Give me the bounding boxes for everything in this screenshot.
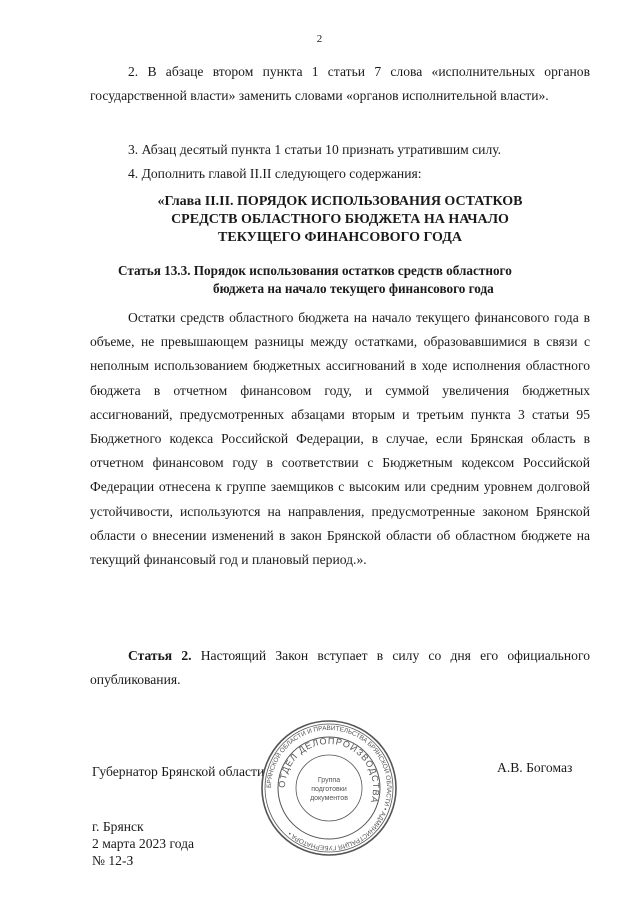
chapter-heading-line1: «Глава II.II. ПОРЯДОК ИСПОЛЬЗОВАНИЯ ОСТАТКОВ bbox=[157, 194, 523, 209]
page-number: 2 bbox=[316, 33, 323, 45]
governor-name: А.В. Богомаз bbox=[497, 760, 573, 775]
article-13-3-title-line1: Статья 13.3. Порядок использования остатков средств областного bbox=[118, 263, 512, 278]
seal-outer-text: БРЯНСКОЙ ОБЛАСТИ И ПРАВИТЕЛЬСТВА БРЯНСКОЙ ОБЛАСТИ • АДМИНИСТРАЦИЯ ГУБЕРНАТОРА • bbox=[265, 724, 393, 852]
chapter-heading-line3: ТЕКУЩЕГО ФИНАНСОВОГО ГОДА bbox=[218, 230, 462, 245]
article-13-3-title-line2: бюджета на начало текущего финансового года bbox=[213, 281, 494, 296]
paragraph-amendment-3: 3. Абзац десятый пункта 1 статьи 10 признать утратившим силу. bbox=[128, 142, 502, 157]
governor-title: Губернатор Брянской области bbox=[92, 764, 265, 779]
article-2-paragraph bbox=[90, 644, 590, 692]
seal-inner-text: ОТДЕЛ ДЕЛОПРОИЗВОДСТВА bbox=[276, 735, 382, 805]
seal-center-line3: документов bbox=[310, 795, 348, 802]
chapter-heading-line2: СРЕДСТВ ОБЛАСТНОГО БЮДЖЕТА НА НАЧАЛО bbox=[171, 212, 509, 227]
official-seal bbox=[259, 718, 399, 858]
document-footer bbox=[92, 818, 194, 869]
footer-city: г. Брянск bbox=[92, 819, 144, 834]
article-2-label: Статья 2. bbox=[128, 648, 192, 663]
chapter-heading bbox=[90, 193, 590, 247]
footer-number: № 12-З bbox=[92, 853, 134, 868]
footer-date: 2 марта 2023 года bbox=[92, 836, 195, 851]
paragraph-amendment-2: 2. В абзаце втором пункта 1 статьи 7 слова «исполнительных органов государственной власти» заменить словами «органов исполнительной власти». bbox=[90, 64, 590, 104]
seal-center-line1: Группа bbox=[317, 777, 341, 784]
article-13-3-title bbox=[118, 262, 588, 298]
paragraph-amendment-4: 4. Дополнить главой II.II следующего содержания: bbox=[128, 166, 422, 181]
article-2-text: Настоящий Закон вступает в силу со дня его официального опубликования. bbox=[90, 648, 590, 688]
seal-center-line2: подготовки bbox=[311, 786, 347, 793]
article-13-3-body: Остатки средств областного бюджета на начало текущего финансового года в объеме, не превышающем разницы между остатками, образовавшимися в связи с неполным использованием бюджетных ассигнований в ходе исполнения областного бюджета в отчетном финансовом году, и суммой увеличения бюджетных ассигнований, предусмотренных абзацами вторым и третьим пункта 3 статьи 95 Бюджетного кодекса Российской Федерации, в случае, если Брянская область в отчетном финансовом году в соответствии с Бюджетным кодексом Российской Федерации отнесена к группе заемщиков с высоким или средним уровнем долговой устойчивости, используются на направления, предусмотренные законом Брянской области о внесении изменений в закон Брянской области об областном бюджете на текущий финансовый год и плановый период.». bbox=[90, 310, 590, 568]
